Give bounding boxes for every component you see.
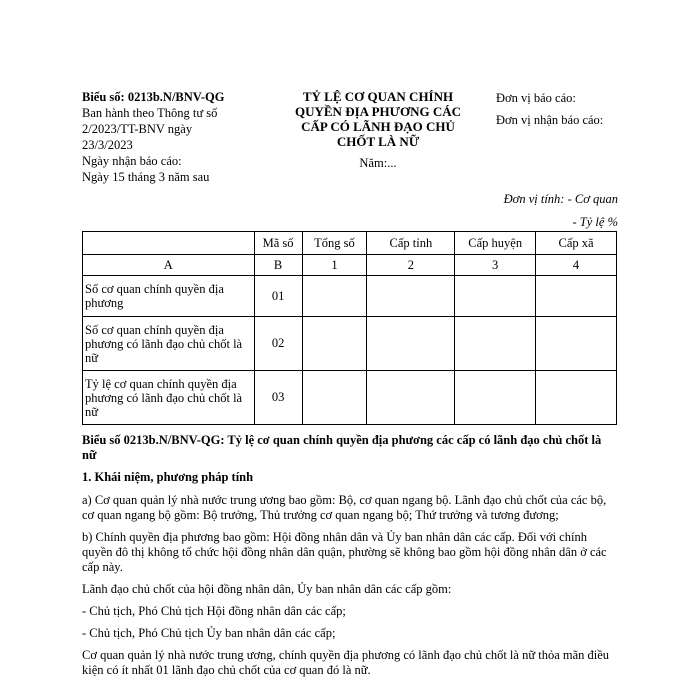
header-cell: Mã số	[254, 232, 302, 255]
header-cell: Tổng số	[302, 232, 367, 255]
value-cell	[536, 317, 617, 371]
bullet-item: - Chủ tịch, Phó Chủ tịch Ủy ban nhân dân các cấp;	[82, 626, 336, 640]
form-title-block	[272, 89, 484, 171]
section-heading: 1. Khái niệm, phương pháp tính	[82, 470, 254, 484]
value-cell	[302, 371, 367, 425]
row-code: 03	[254, 371, 302, 425]
header-cell: Cấp xã	[536, 232, 617, 255]
received-label: Ngày nhận báo cáo:	[82, 154, 182, 168]
paragraph-a: a) Cơ quan quản lý nhà nước trung ương bao gồm: Bộ, cơ quan ngang bộ. Lãnh đạo chủ chốt của các bộ, cơ quan ngang bộ gồm: Bộ trưởng, Thủ trưởng cơ quan ngang bộ; Thứ trưởng và tương đương;	[82, 493, 607, 522]
value-cell	[455, 371, 536, 425]
form-header-left	[82, 89, 262, 185]
header-cell	[83, 232, 255, 255]
letter-cell: A	[83, 255, 255, 276]
value-cell	[367, 276, 455, 317]
letter-cell: 1	[302, 255, 367, 276]
letter-cell: B	[254, 255, 302, 276]
value-cell	[536, 371, 617, 425]
paragraph-b: b) Chính quyền địa phương bao gồm: Hội đồng nhân dân và Ủy ban nhân dân các cấp. Đối với chính quyền đô thị không tổ chức hội đồng nhân dân quận, phường sẽ không bao gồm hội đồng nhân dân ở các cấp này.	[82, 530, 607, 574]
title-line-3: CẤP CÓ LÃNH ĐẠO CHỦ	[301, 119, 455, 134]
received-value: Ngày 15 tháng 3 năm sau	[82, 170, 210, 184]
letter-cell: 4	[536, 255, 617, 276]
value-cell	[367, 317, 455, 371]
table-row	[83, 276, 617, 317]
header-cell: Cấp huyện	[455, 232, 536, 255]
form-code: Biểu số: 0213b.N/BNV-QG	[82, 90, 225, 104]
value-cell	[455, 276, 536, 317]
title-line-1: TỶ LỆ CƠ QUAN CHÍNH	[302, 89, 454, 104]
issued-line-1: Ban hành theo Thông tư số	[82, 106, 218, 120]
unit-line-2: - Tỷ lệ %	[572, 215, 618, 229]
table-header-row	[83, 232, 617, 255]
value-cell	[536, 276, 617, 317]
row-label: Số cơ quan chính quyền địa phương	[83, 276, 255, 317]
row-label: Tỷ lệ cơ quan chính quyền địa phương có lãnh đạo chủ chốt là nữ	[83, 371, 255, 425]
letter-cell: 3	[455, 255, 536, 276]
header-cell: Cấp tỉnh	[367, 232, 455, 255]
letter-cell: 2	[367, 255, 455, 276]
row-code: 01	[254, 276, 302, 317]
report-table	[82, 231, 617, 425]
issued-line-2: 2/2023/TT-BNV ngày	[82, 122, 193, 136]
bullet-item: - Chủ tịch, Phó Chủ tịch Hội đồng nhân dân các cấp;	[82, 604, 346, 618]
value-cell	[302, 317, 367, 371]
paragraph-c: Lãnh đạo chủ chốt của hội đồng nhân dân, Ủy ban nhân dân các cấp gồm:	[82, 582, 452, 596]
title-line-2: QUYỀN ĐỊA PHƯƠNG CÁC	[295, 104, 461, 119]
row-code: 02	[254, 317, 302, 371]
year-field: Năm:...	[359, 156, 397, 170]
receiving-unit: Đơn vị nhận báo cáo:	[496, 113, 604, 127]
value-cell	[455, 317, 536, 371]
table-letter-row	[83, 255, 617, 276]
issued-line-3: 23/3/2023	[82, 138, 133, 152]
value-cell	[302, 276, 367, 317]
unit-line-1: Đơn vị tính: - Cơ quan	[503, 192, 618, 206]
reporting-unit: Đơn vị báo cáo:	[496, 91, 576, 105]
value-cell	[367, 371, 455, 425]
row-label: Số cơ quan chính quyền địa phương có lãnh đạo chủ chốt là nữ	[83, 317, 255, 371]
paragraph-d: Cơ quan quản lý nhà nước trung ương, chính quyền địa phương có lãnh đạo chủ chốt là nữ thỏa mãn điều kiện có ít nhất 01 lãnh đạo chủ chốt của cơ quan đó là nữ.	[82, 648, 610, 677]
form-heading: Biểu số 0213b.N/BNV-QG: Tỷ lệ cơ quan chính quyền địa phương các cấp có lãnh đạo chủ chốt là nữ	[82, 433, 602, 462]
table-row	[83, 371, 617, 425]
explanation-section	[82, 433, 617, 685]
title-line-4: CHỐT LÀ NỮ	[336, 134, 420, 149]
table-row	[83, 317, 617, 371]
form-header-right	[496, 90, 636, 128]
